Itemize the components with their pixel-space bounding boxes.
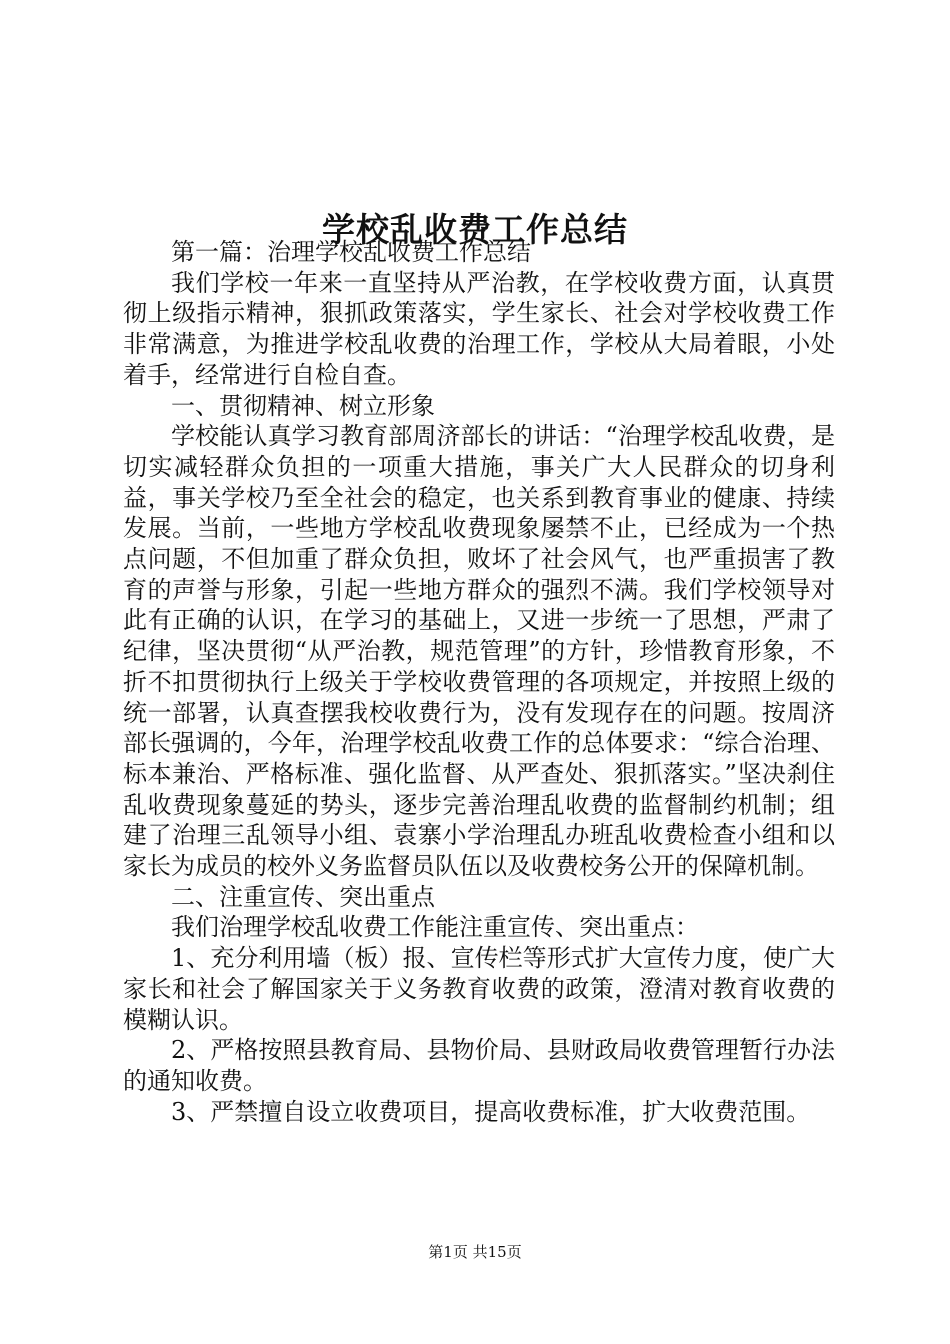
section-1-paragraph: 学校能认真学习教育部周济部长的讲话：“治理学校乱收费，是切实减轻群众负担的一项重大措施，事关广大人民群众的切身利益，事关学校乃至全社会的稳定，也关系到教育事业的健康、持续发展。当前，一些地方学校乱收费现象屡禁不止，已经成为一个热点问题，不但加重了群众负担，败坏了社会风气，也严重损害了教育的声誉与形象，引起一些地方群众的强烈不满。我们学校领导对此有正确的认识，在学习的基础上，又进一步统一了思想，严肃了纪律，坚决贯彻“从严治教，规范管理”的方针，珍惜教育形象，不折不扣贯彻执行上级关于学校收费管理的各项规定，并按照上级的统一部署，认真查摆我校收费行为，没有发现存在的问题。按周济部长强调的，今年，治理学校乱收费工作的总体要求：“综合治理、标本兼治、严格标准、强化监督、从严查处、狠抓落实。”坚决刹住乱收费现象蔓延的势头，逐步完善治理乱收费的监督制约机制；组建了治理三乱领导小组、袁寨小学治理乱办班乱收费检查小组和以家长为成员的校外义务监督员队伍以及收费校务公开的保障机制。 bbox=[123, 422, 835, 881]
section-heading-2: 二、注重宣传、突出重点 bbox=[171, 882, 435, 911]
list-item-1: 1、充分利用墙（板）报、宣传栏等形式扩大宣传力度，使广大家长和社会了解国家关于义务教育收费的政策，澄清对教育收费的模糊认识。 bbox=[123, 944, 835, 1034]
document-body bbox=[123, 237, 835, 1127]
list-item-3: 3、严禁擅自设立收费项目，提高收费标准，扩大收费范围。 bbox=[171, 1097, 811, 1126]
section-2-intro: 我们治理学校乱收费工作能注重宣传、突出重点： bbox=[171, 913, 699, 942]
intro-paragraph: 我们学校一年来一直坚持从严治教，在学校收费方面，认真贯彻上级指示精神，狠抓政策落实，学生家长、社会对学校收费工作非常满意，为推进学校乱收费的治理工作，学校从大局着眼，小处着手，经常进行自检自查。 bbox=[123, 268, 835, 389]
page-number-footer: 第1页 共15页 bbox=[428, 1243, 522, 1261]
list-item-2: 2、严格按照县教育局、县物价局、县财政局收费管理暂行办法的通知收费。 bbox=[123, 1036, 835, 1095]
document-title: 学校乱收费工作总结 bbox=[322, 210, 628, 250]
section-heading-first: 第一篇：治理学校乱收费工作总结 bbox=[171, 238, 531, 266]
section-heading-1: 一、贯彻精神、树立形象 bbox=[171, 391, 435, 420]
